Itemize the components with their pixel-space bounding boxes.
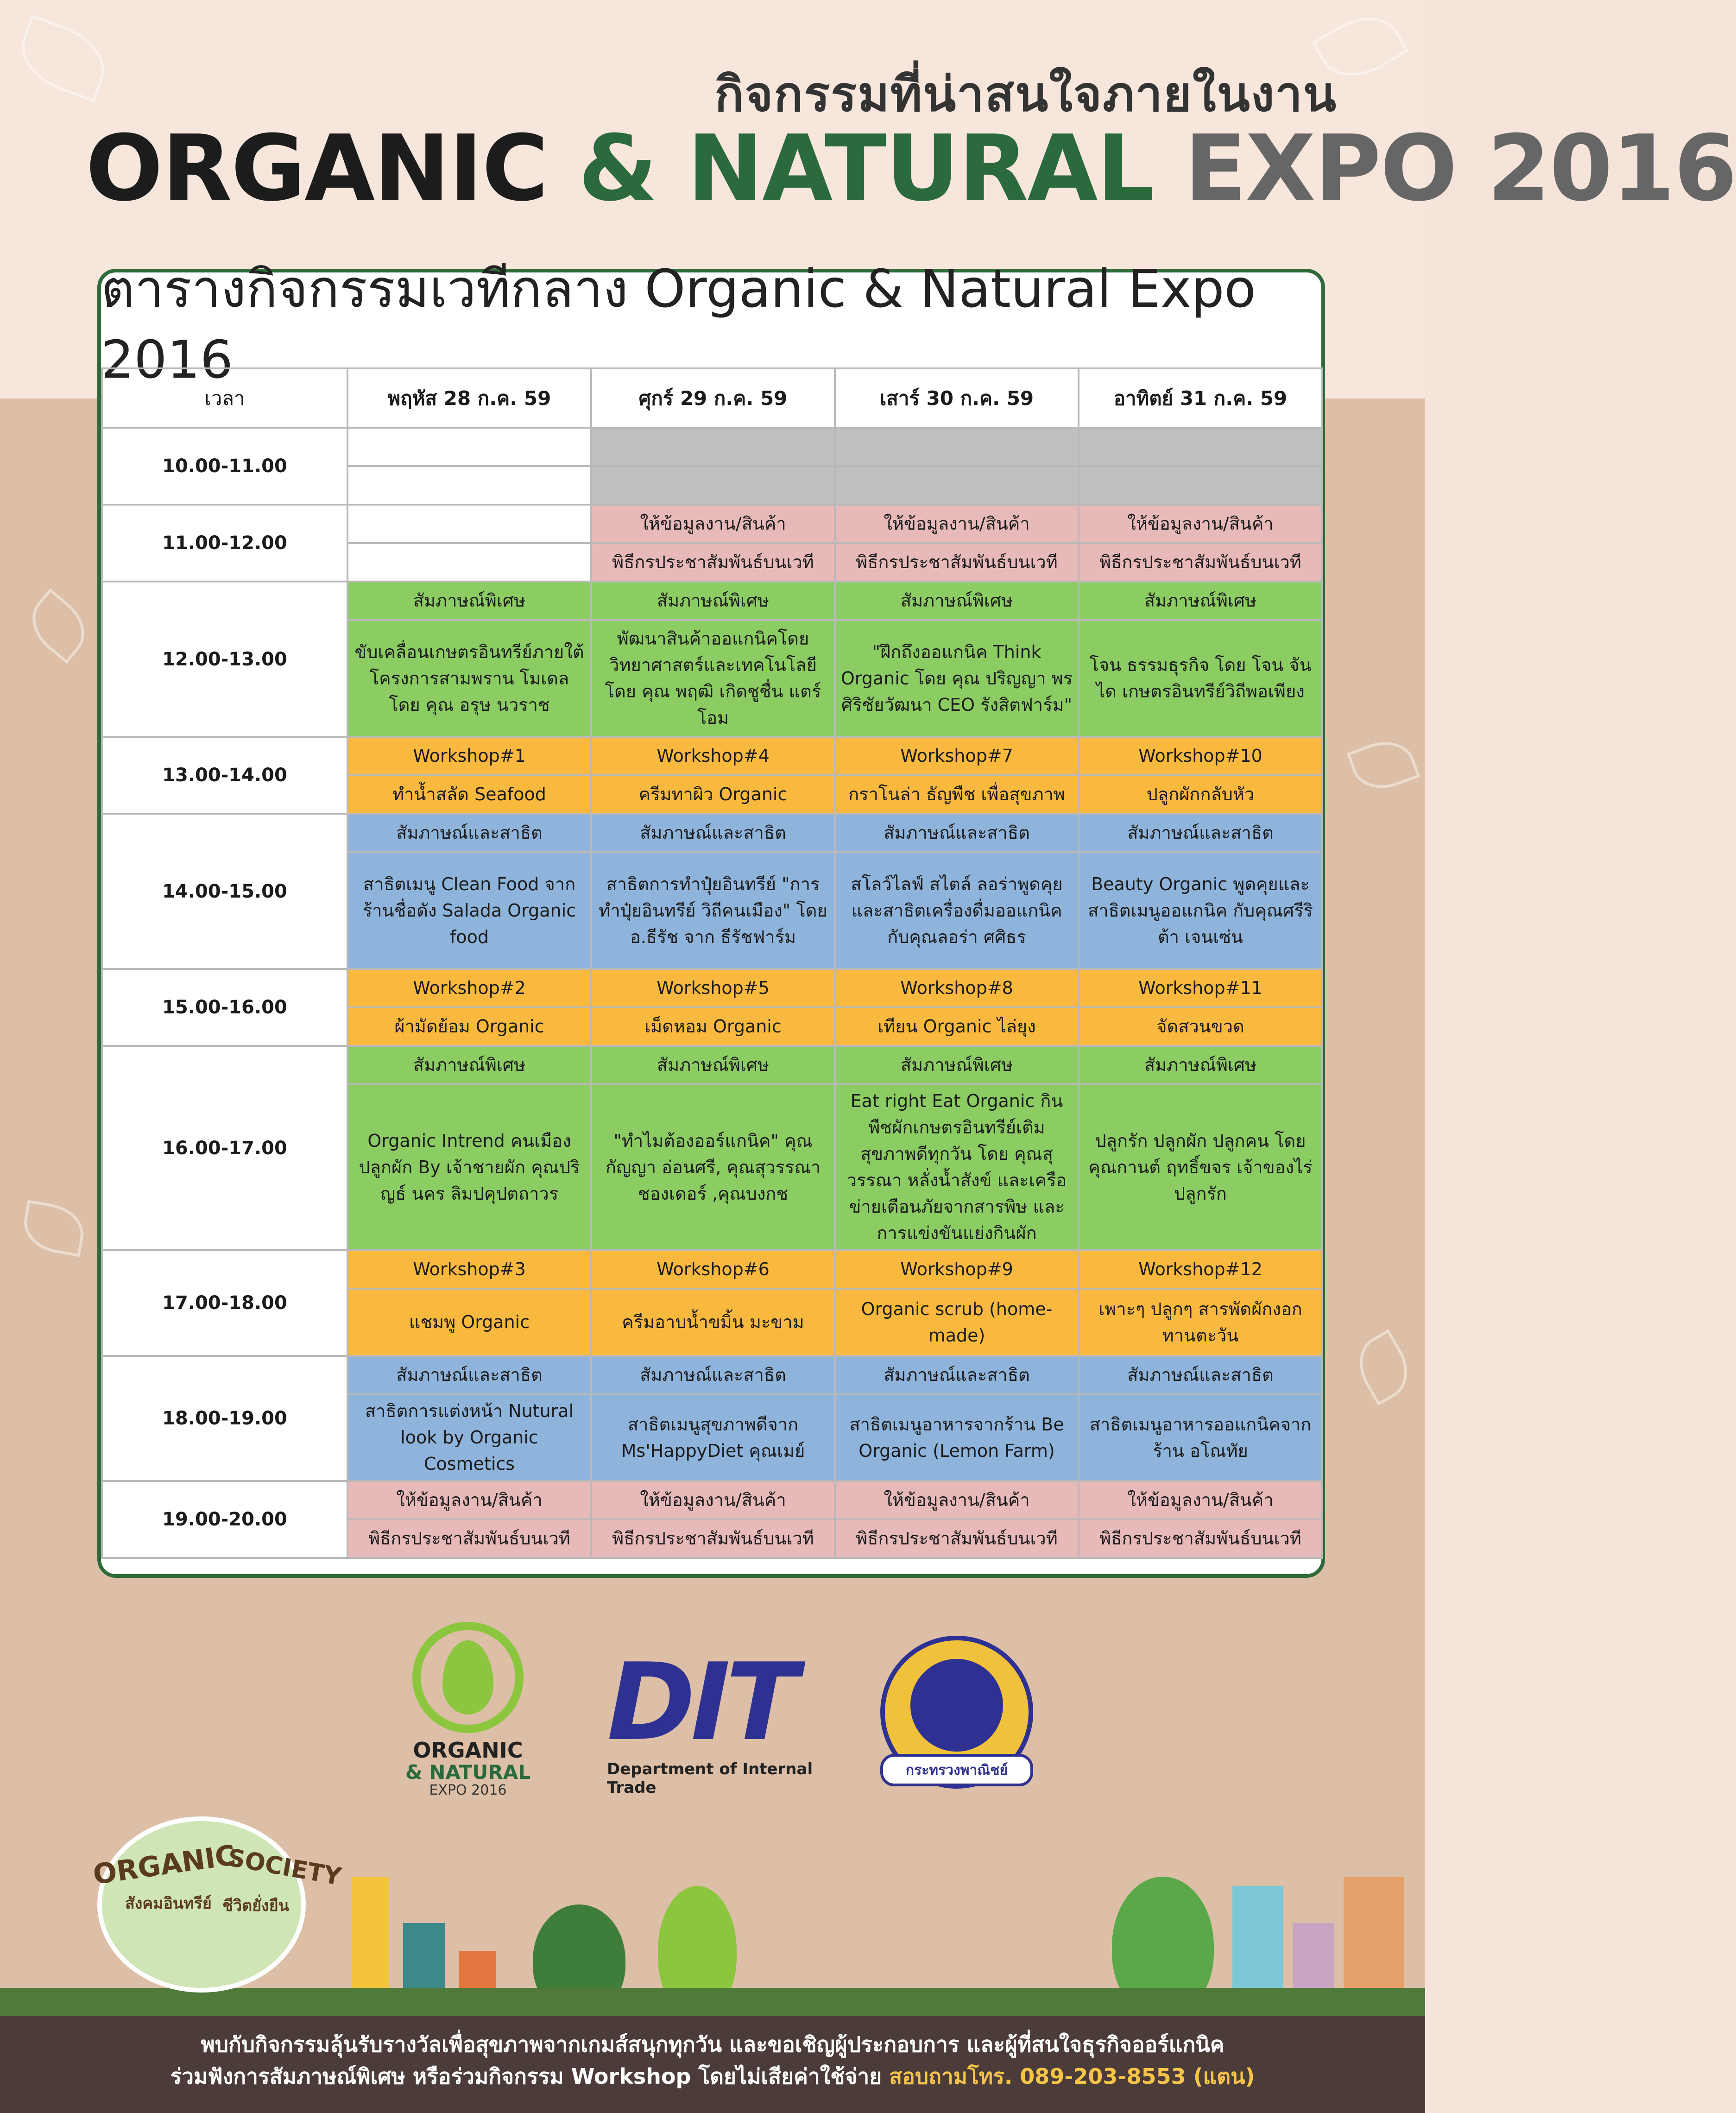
dit-caption: Department of Internal Trade <box>607 1760 813 1797</box>
interview-label-cell: สัมภาษณ์พิเศษ <box>591 1046 835 1084</box>
demo-label-cell: สัมภาษณ์และสาธิต <box>1079 1356 1322 1394</box>
time-slot: 19.00-20.00 <box>102 1481 347 1558</box>
closed-cell <box>591 466 835 505</box>
logo-text-natural: & NATURAL <box>405 1761 530 1784</box>
interview-label-cell: สัมภาษณ์พิเศษ <box>347 1046 591 1084</box>
day-header: ศุกร์ 29 ก.ค. 59 <box>591 368 835 428</box>
promo-cell: พิธีกรประชาสัมพันธ์บนเวที <box>1079 1519 1322 1558</box>
day-header: พฤหัส 28 ก.ค. 59 <box>347 368 591 428</box>
interview-topic-cell: "ฝึกถึงออแกนิค Think Organic โดย คุณ ปริญญา พรศิริชัยวัฒนา CEO รังสิตฟาร์ม" <box>835 620 1079 737</box>
workshop-number-cell: Workshop#11 <box>1079 969 1322 1007</box>
closed-cell <box>591 428 835 466</box>
promo-cell: พิธีกรประชาสัมพันธ์บนเวที <box>835 543 1079 582</box>
workshop-topic-cell: ผ้ามัดย้อม Organic <box>347 1007 591 1046</box>
expo-title-organic: ORGANIC <box>86 116 548 221</box>
workshop-topic-cell: ครีมอาบน้ำขมิ้น มะขาม <box>591 1289 835 1356</box>
interview-label-cell: สัมภาษณ์พิเศษ <box>347 582 591 620</box>
workshop-topic-cell: กราโนล่า ธัญพืช เพื่อสุขภาพ <box>835 775 1079 814</box>
workshop-topic-cell: เพาะๆ ปลูกๆ สารพัดผักงอก ทานตะวัน <box>1079 1289 1322 1356</box>
interview-label-cell: สัมภาษณ์พิเศษ <box>1079 1046 1322 1084</box>
footer-line-2-text: ร่วมฟังการสัมภาษณ์พิเศษ หรือร่วมกิจกรรม Workshop โดยไม่เสียค่าใช้จ่าย <box>170 2064 882 2089</box>
interview-topic-cell: "ทำไมต้องออร์แกนิค" คุณกัญญา อ่อนศรี, คุณสุวรรณา ชองเดอร์ ,คุณบงกช <box>591 1084 835 1250</box>
table-row <box>102 737 1322 775</box>
demo-topic-cell: สาธิตเมนูอาหารจากร้าน Be Organic (Lemon Farm) <box>835 1394 1079 1481</box>
workshop-number-cell: Workshop#12 <box>1079 1250 1322 1289</box>
seal-emblem-icon <box>910 1659 1003 1752</box>
society-text-thai-2: ชีวิตยั่งยืน <box>222 1897 289 1915</box>
promo-cell: พิธีกรประชาสัมพันธ์บนเวที <box>591 1519 835 1558</box>
promo-cell: พิธีกรประชาสัมพันธ์บนเวที <box>591 543 835 582</box>
promo-cell: พิธีกรประชาสัมพันธ์บนเวที <box>835 1519 1079 1558</box>
info-cell: ให้ข้อมูลงาน/สินค้า <box>591 1481 835 1519</box>
demo-label-cell: สัมภาษณ์และสาธิต <box>591 814 835 852</box>
demo-label-cell: สัมภาษณ์และสาธิต <box>835 1356 1079 1394</box>
workshop-topic-cell: Organic scrub (home-made) <box>835 1289 1079 1356</box>
time-slot: 14.00-15.00 <box>102 814 347 969</box>
demo-label-cell: สัมภาษณ์และสาธิต <box>347 814 591 852</box>
interview-topic-cell: Organic Intrend คนเมืองปลูกผัก By เจ้าชายผัก คุณปริญธ์ นคร ลิมปคุปตถาวร <box>347 1084 591 1250</box>
expo-title-expo: EXPO 2016 <box>1184 116 1736 221</box>
sponsor-logos <box>0 1622 1425 1816</box>
info-cell: ให้ข้อมูลงาน/สินค้า <box>1079 505 1322 543</box>
table-header-row <box>102 368 1322 428</box>
closed-cell <box>835 428 1079 466</box>
demo-topic-cell: สาธิตเมนูอาหารออแกนิคจากร้าน อโณทัย <box>1079 1394 1322 1481</box>
interview-label-cell: สัมภาษณ์พิเศษ <box>835 1046 1079 1084</box>
closed-cell <box>835 466 1079 505</box>
time-slot: 10.00-11.00 <box>102 428 347 505</box>
society-text-thai-1: สังคมอินทรีย์ <box>125 1894 212 1913</box>
workshop-number-cell: Workshop#3 <box>347 1250 591 1289</box>
table-row <box>102 1250 1322 1289</box>
workshop-number-cell: Workshop#8 <box>835 969 1079 1007</box>
info-cell: ให้ข้อมูลงาน/สินค้า <box>1079 1481 1322 1519</box>
demo-topic-cell: Beauty Organic พูดคุยและสาธิตเมนูออแกนิค กับคุณศรีริต้า เจนเซ่น <box>1079 852 1322 969</box>
empty-cell <box>347 505 591 543</box>
workshop-topic-cell: เม็ดหอม Organic <box>591 1007 835 1046</box>
interview-topic-cell: พัฒนาสินค้าออแกนิคโดยวิทยาศาสตร์และเทคโนโลยี โดย คุณ พฤฒิ เกิดชูชื่น แตร์โอม <box>591 620 835 737</box>
schedule-title: ตารางกิจกรรมเวทีกลาง Organic & Natural Expo 2016 <box>101 259 1256 390</box>
expo-title <box>86 116 1736 221</box>
demo-topic-cell: สาธิตการแต่งหน้า Nutural look by Organic Cosmetics <box>347 1394 591 1481</box>
schedule-card <box>97 259 1325 1578</box>
demo-label-cell: สัมภาษณ์และสาธิต <box>347 1356 591 1394</box>
workshop-number-cell: Workshop#5 <box>591 969 835 1007</box>
promo-cell: พิธีกรประชาสัมพันธ์บนเวที <box>1079 543 1322 582</box>
organic-society-badge <box>69 1798 344 2002</box>
day-header: อาทิตย์ 31 ก.ค. 59 <box>1079 368 1322 428</box>
expo-title-natural: & NATURAL <box>578 116 1154 221</box>
table-row <box>102 505 1322 543</box>
workshop-topic-cell: แชมพู Organic <box>347 1289 591 1356</box>
demo-topic-cell: สาธิตเมนูสุขภาพดีจาก Ms'HappyDiet คุณเมย์ <box>591 1394 835 1481</box>
organic-natural-expo-logo <box>398 1622 537 1798</box>
seal-caption: กระทรวงพาณิชย์ <box>880 1754 1033 1786</box>
time-slot: 13.00-14.00 <box>102 737 347 814</box>
footer-message <box>0 2029 1425 2093</box>
table-row <box>102 969 1322 1007</box>
society-text-organic: ORGANIC <box>91 1839 238 1892</box>
workshop-topic-cell: เทียน Organic ไล่ยุง <box>835 1007 1079 1046</box>
demo-topic-cell: สโลว์ไลฟ์ สไตล์ ลอร่าพูดคุยและสาธิตเครื่องดื่มออแกนิค กับคุณลอร่า ศศิธร <box>835 852 1079 969</box>
info-cell: ให้ข้อมูลงาน/สินค้า <box>347 1481 591 1519</box>
workshop-topic-cell: ครีมทาผิว Organic <box>591 775 835 814</box>
workshop-topic-cell: ทำน้ำสลัด Seafood <box>347 775 591 814</box>
interview-topic-cell: ปลูกรัก ปลูกผัก ปลูกคน โดย คุณกานต์ ฤทธิ์ขจร เจ้าของไร่ปลูกรัก <box>1079 1084 1322 1250</box>
workshop-number-cell: Workshop#4 <box>591 737 835 775</box>
interview-topic-cell: ขับเคลื่อนเกษตรอินทรีย์ภายใต้โครงการสามพราน โมเดล โดย คุณ อรุษ นวราช <box>347 620 591 737</box>
info-cell: ให้ข้อมูลงาน/สินค้า <box>835 1481 1079 1519</box>
schedule-table <box>101 367 1323 1559</box>
time-slot: 17.00-18.00 <box>102 1250 347 1356</box>
footer-line-1: พบกับกิจกรรมลุ้นรับรางวัลเพื่อสุขภาพจากเกมส์สนุกทุกวัน และขอเชิญผู้ประกอบการ และผู้ที่สนใจธุรกิจออร์แกนิค <box>201 2032 1225 2057</box>
workshop-topic-cell: ปลูกผักกลับหัว <box>1079 775 1322 814</box>
contact-phone: สอบถามโทร. 089-203-8553 (แตน) <box>889 2064 1255 2089</box>
demo-label-cell: สัมภาษณ์และสาธิต <box>835 814 1079 852</box>
dit-mark: DIT <box>607 1641 794 1765</box>
time-slot: 12.00-13.00 <box>102 582 347 737</box>
workshop-number-cell: Workshop#9 <box>835 1250 1079 1289</box>
table-row <box>102 582 1322 620</box>
footer-line-2 <box>0 2061 1425 2093</box>
table-row <box>102 1356 1322 1394</box>
workshop-topic-cell: จัดสวนขวด <box>1079 1007 1322 1046</box>
demo-topic-cell: สาธิตเมนู Clean Food จากร้านชื่อดัง Salada Organic food <box>347 852 591 969</box>
info-cell: ให้ข้อมูลงาน/สินค้า <box>835 505 1079 543</box>
interview-label-cell: สัมภาษณ์พิเศษ <box>1079 582 1322 620</box>
closed-cell <box>1079 428 1322 466</box>
time-slot: 18.00-19.00 <box>102 1356 347 1481</box>
demo-label-cell: สัมภาษณ์และสาธิต <box>591 1356 835 1394</box>
header-subtitle: กิจกรรมที่น่าสนใจภายในงาน <box>714 66 1337 122</box>
promo-cell: พิธีกรประชาสัมพันธ์บนเวที <box>347 1519 591 1558</box>
table-row <box>102 1046 1322 1084</box>
empty-cell <box>347 466 591 505</box>
table-row <box>102 814 1322 852</box>
empty-cell <box>347 543 591 582</box>
interview-topic-cell: Eat right Eat Organic กินพืชผักเกษตรอินทรีย์เติมสุขภาพดีทุกวัน โดย คุณสุวรรณา หลั่งน้ำสังข์ และเครือข่ายเตือนภัยจากสารพิษ และการแข่งขันแย่งกินผัก <box>835 1084 1079 1250</box>
time-column-header: เวลา <box>102 368 347 428</box>
workshop-number-cell: Workshop#2 <box>347 969 591 1007</box>
table-row <box>102 1481 1322 1519</box>
time-slot: 16.00-17.00 <box>102 1046 347 1250</box>
workshop-number-cell: Workshop#7 <box>835 737 1079 775</box>
demo-topic-cell: สาธิตการทำปุ๋ยอินทรีย์ "การทำปุ๋ยอินทรีย์ วิถีคนเมือง" โดย อ.ธีรัช จาก ธีรัชฟาร์ม <box>591 852 835 969</box>
workshop-number-cell: Workshop#1 <box>347 737 591 775</box>
empty-cell <box>347 428 591 466</box>
workshop-number-cell: Workshop#6 <box>591 1250 835 1289</box>
interview-label-cell: สัมภาษณ์พิเศษ <box>835 582 1079 620</box>
interview-topic-cell: โจน ธรรมธุรกิจ โดย โจน จันได เกษตรอินทรีย์วิถีพอเพียง <box>1079 620 1322 737</box>
ministry-of-commerce-seal <box>880 1636 1033 1789</box>
interview-label-cell: สัมภาษณ์พิเศษ <box>591 582 835 620</box>
closed-cell <box>1079 466 1322 505</box>
dit-logo <box>607 1641 839 1797</box>
demo-label-cell: สัมภาษณ์และสาธิต <box>1079 814 1322 852</box>
society-text-society: SOCIETY <box>225 1843 344 1892</box>
workshop-number-cell: Workshop#10 <box>1079 737 1322 775</box>
day-header: เสาร์ 30 ก.ค. 59 <box>835 368 1079 428</box>
logo-text-organic: ORGANIC <box>413 1738 523 1763</box>
table-row <box>102 428 1322 466</box>
logo-text-expo: EXPO 2016 <box>429 1782 507 1798</box>
time-slot: 15.00-16.00 <box>102 969 347 1046</box>
time-slot: 11.00-12.00 <box>102 505 347 582</box>
info-cell: ให้ข้อมูลงาน/สินค้า <box>591 505 835 543</box>
